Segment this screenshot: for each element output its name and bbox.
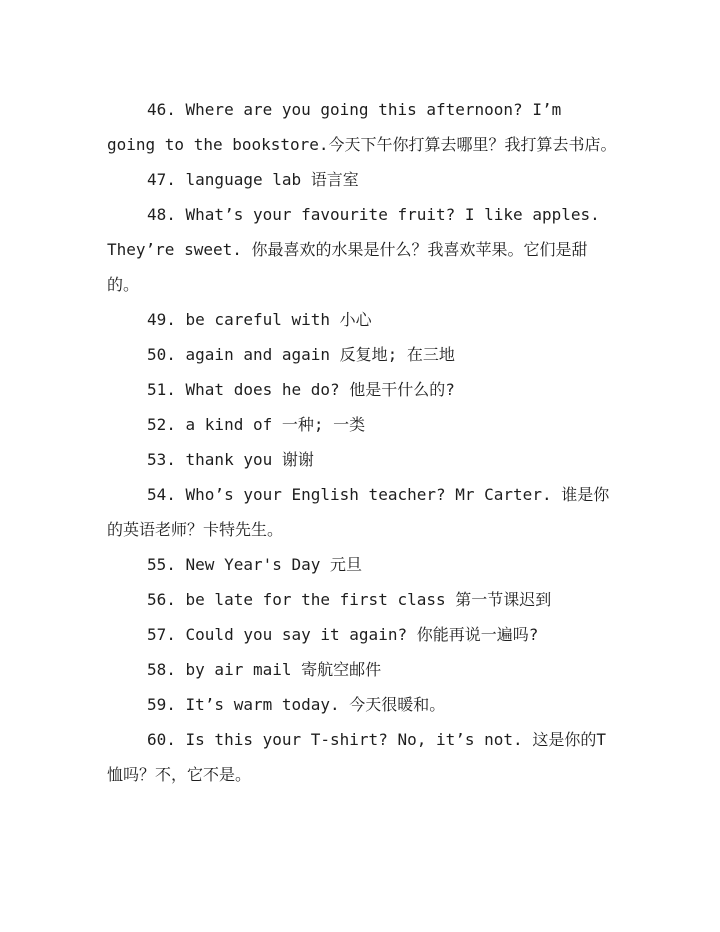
phrase-paragraph-56: 56. be late for the first class 第一节课迟到 [147, 590, 552, 609]
phrase-paragraph-49: 49. be careful with 小心 [147, 310, 372, 329]
phrase-paragraph-46: 46. Where are you going this afternoon? I’m going to the bookstore.今天下午你打算去哪里？我打算去书店。 [107, 100, 617, 154]
document-body [107, 92, 617, 792]
phrase-paragraph-58: 58. by air mail 寄航空邮件 [147, 660, 382, 679]
phrase-paragraph-59: 59. It’s warm today. 今天很暖和。 [147, 695, 446, 714]
phrase-paragraph-50: 50. again and again 反复地; 在三地 [147, 345, 455, 364]
phrase-paragraph-52: 52. a kind of 一种; 一类 [147, 415, 366, 434]
phrase-paragraph-47: 47. language lab 语言室 [147, 170, 359, 189]
phrase-paragraph-51: 51. What does he do? 他是干什么的? [147, 380, 455, 399]
phrase-paragraph-60: 60. Is this your T-shirt? No, it’s not. 这是你的T恤吗？不，它不是。 [107, 730, 606, 784]
phrase-paragraph-48: 48. What’s your favourite fruit? I like apples. They’re sweet. 你最喜欢的水果是什么？我喜欢苹果。它们是甜的。 [107, 205, 600, 294]
phrase-paragraph-54: 54. Who’s your English teacher? Mr Carter. 谁是你的英语老师？卡特先生。 [107, 485, 610, 539]
phrase-paragraph-53: 53. thank you 谢谢 [147, 450, 314, 469]
phrase-paragraph-55: 55. New Year's Day 元旦 [147, 555, 363, 574]
phrase-paragraph-57: 57. Could you say it again? 你能再说一遍吗? [147, 625, 539, 644]
